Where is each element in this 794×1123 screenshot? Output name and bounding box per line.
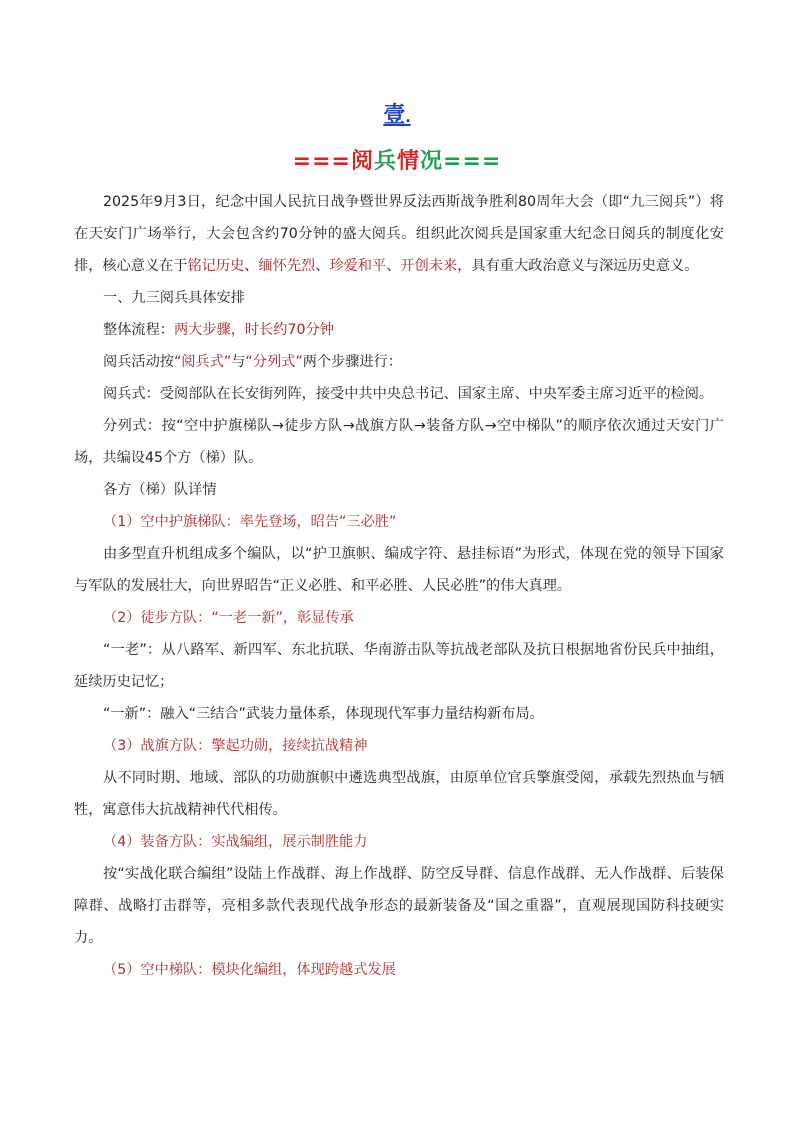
flow-line <box>74 314 724 346</box>
title-char-3: 情 <box>397 149 421 174</box>
item-3-paragraph: 从不同时期、地域、部队的功勋旗帜中遴选典型战旗，由原单位官兵擎旗受阅，承载先烈热血与牺牲，寓意伟大抗战精神代代相传。 <box>74 770 724 818</box>
steps-pre: 阅兵活动按 <box>103 354 174 370</box>
flow-label: 整体流程： <box>103 322 174 338</box>
page-title <box>0 144 794 175</box>
step-a: “阅兵式” <box>173 354 232 370</box>
intro-sep-1: 、 <box>244 258 259 274</box>
title-char-2: 兵 <box>373 149 397 174</box>
document-body <box>74 186 724 986</box>
item-2-paragraph-1: “一老”：从八路军、新四军、东北抗联、华南游击队等抗战老部队及抗日根据地省份民兵中抽组，延续历史记忆； <box>74 642 724 690</box>
intro-sep-2: 、 <box>315 258 330 274</box>
item-3-title: （3）战旗方队：擎起功勋，接续抗战精神 <box>103 738 368 754</box>
title-char-4: 况 <box>420 149 444 174</box>
section-number <box>0 98 794 129</box>
intro-text-2: ，具有重大政治意义与深远历史意义。 <box>457 258 699 274</box>
item-4-title: （4）装备方队：实战编组，展示制胜能力 <box>103 834 368 850</box>
review-paragraph: 阅兵式：受阅部队在长安街列阵，接受中共中央总书记、国家主席、中央军委主席习近平的检阅。 <box>103 386 714 402</box>
title-eq-right: === <box>443 149 502 174</box>
intro-text-1: 2025年9月3日，纪念中国人民抗日战争暨世界反法西斯战争胜利80周年大会（即“九三阅兵”）将在天安门广场举行，大会包含约70分钟的盛大阅兵。组织此次阅兵是国家重大纪念日阅兵的制度化安排，核心意义在于 <box>74 194 724 274</box>
item-1-paragraph: 由多型直升机组成多个编队，以“护卫旗帜、编成字符、悬挂标语”为形式，体现在党的领导下国家与军队的发展壮大，向世界昭告“正义必胜、和平必胜、人民必胜”的伟大真理。 <box>74 546 724 594</box>
section-number-dot: . <box>405 110 411 126</box>
item-2-paragraph-2: “一新”：融入“三结合”武装力量体系，体现现代军事力量结构新布局。 <box>103 706 544 722</box>
steps-post: 两个步骤进行： <box>302 354 403 370</box>
intro-highlight-4: 开创未来 <box>400 258 458 274</box>
item-1-title: （1）空中护旗梯队：率先登场，昭告“三必胜” <box>103 514 397 530</box>
intro-highlight-2: 缅怀先烈 <box>258 258 316 274</box>
item-4-paragraph: 按“实战化联合编组”设陆上作战群、海上作战群、防空反导群、信息作战群、无人作战群、后装保障群、战略打击群等，亮相多款代表现代战争形态的最新装备及“国之重器”，直观展现国防科技硬实力。 <box>74 866 724 946</box>
steps-line <box>74 346 724 378</box>
item-5-title: （5）空中梯队：模块化编组，体现跨越式发展 <box>103 962 396 978</box>
march-paragraph: 分列式：按“空中护旗梯队→徒步方队→战旗方队→装备方队→空中梯队”的顺序依次通过天安门广场，共编设45个方（梯）队。 <box>74 418 724 466</box>
intro-paragraph <box>74 186 724 282</box>
title-eq-left: === <box>292 149 351 174</box>
item-2-title: （2）徒步方队：“一老一新”，彰显传承 <box>103 610 354 626</box>
intro-highlight-3: 珍爱和平 <box>329 258 387 274</box>
title-char-1: 阅 <box>350 149 374 174</box>
step-b: “分列式” <box>245 354 303 370</box>
intro-highlight-1: 铭记历史 <box>187 258 245 274</box>
flow-value: 两大步骤，时长约70分钟 <box>173 322 334 338</box>
intro-sep-3: 、 <box>386 258 401 274</box>
details-heading: 各方（梯）队详情 <box>103 482 217 498</box>
section-heading: 一、九三阅兵具体安排 <box>103 290 245 306</box>
steps-mid: 与 <box>231 354 246 370</box>
section-number-text: 壹 <box>383 103 406 128</box>
